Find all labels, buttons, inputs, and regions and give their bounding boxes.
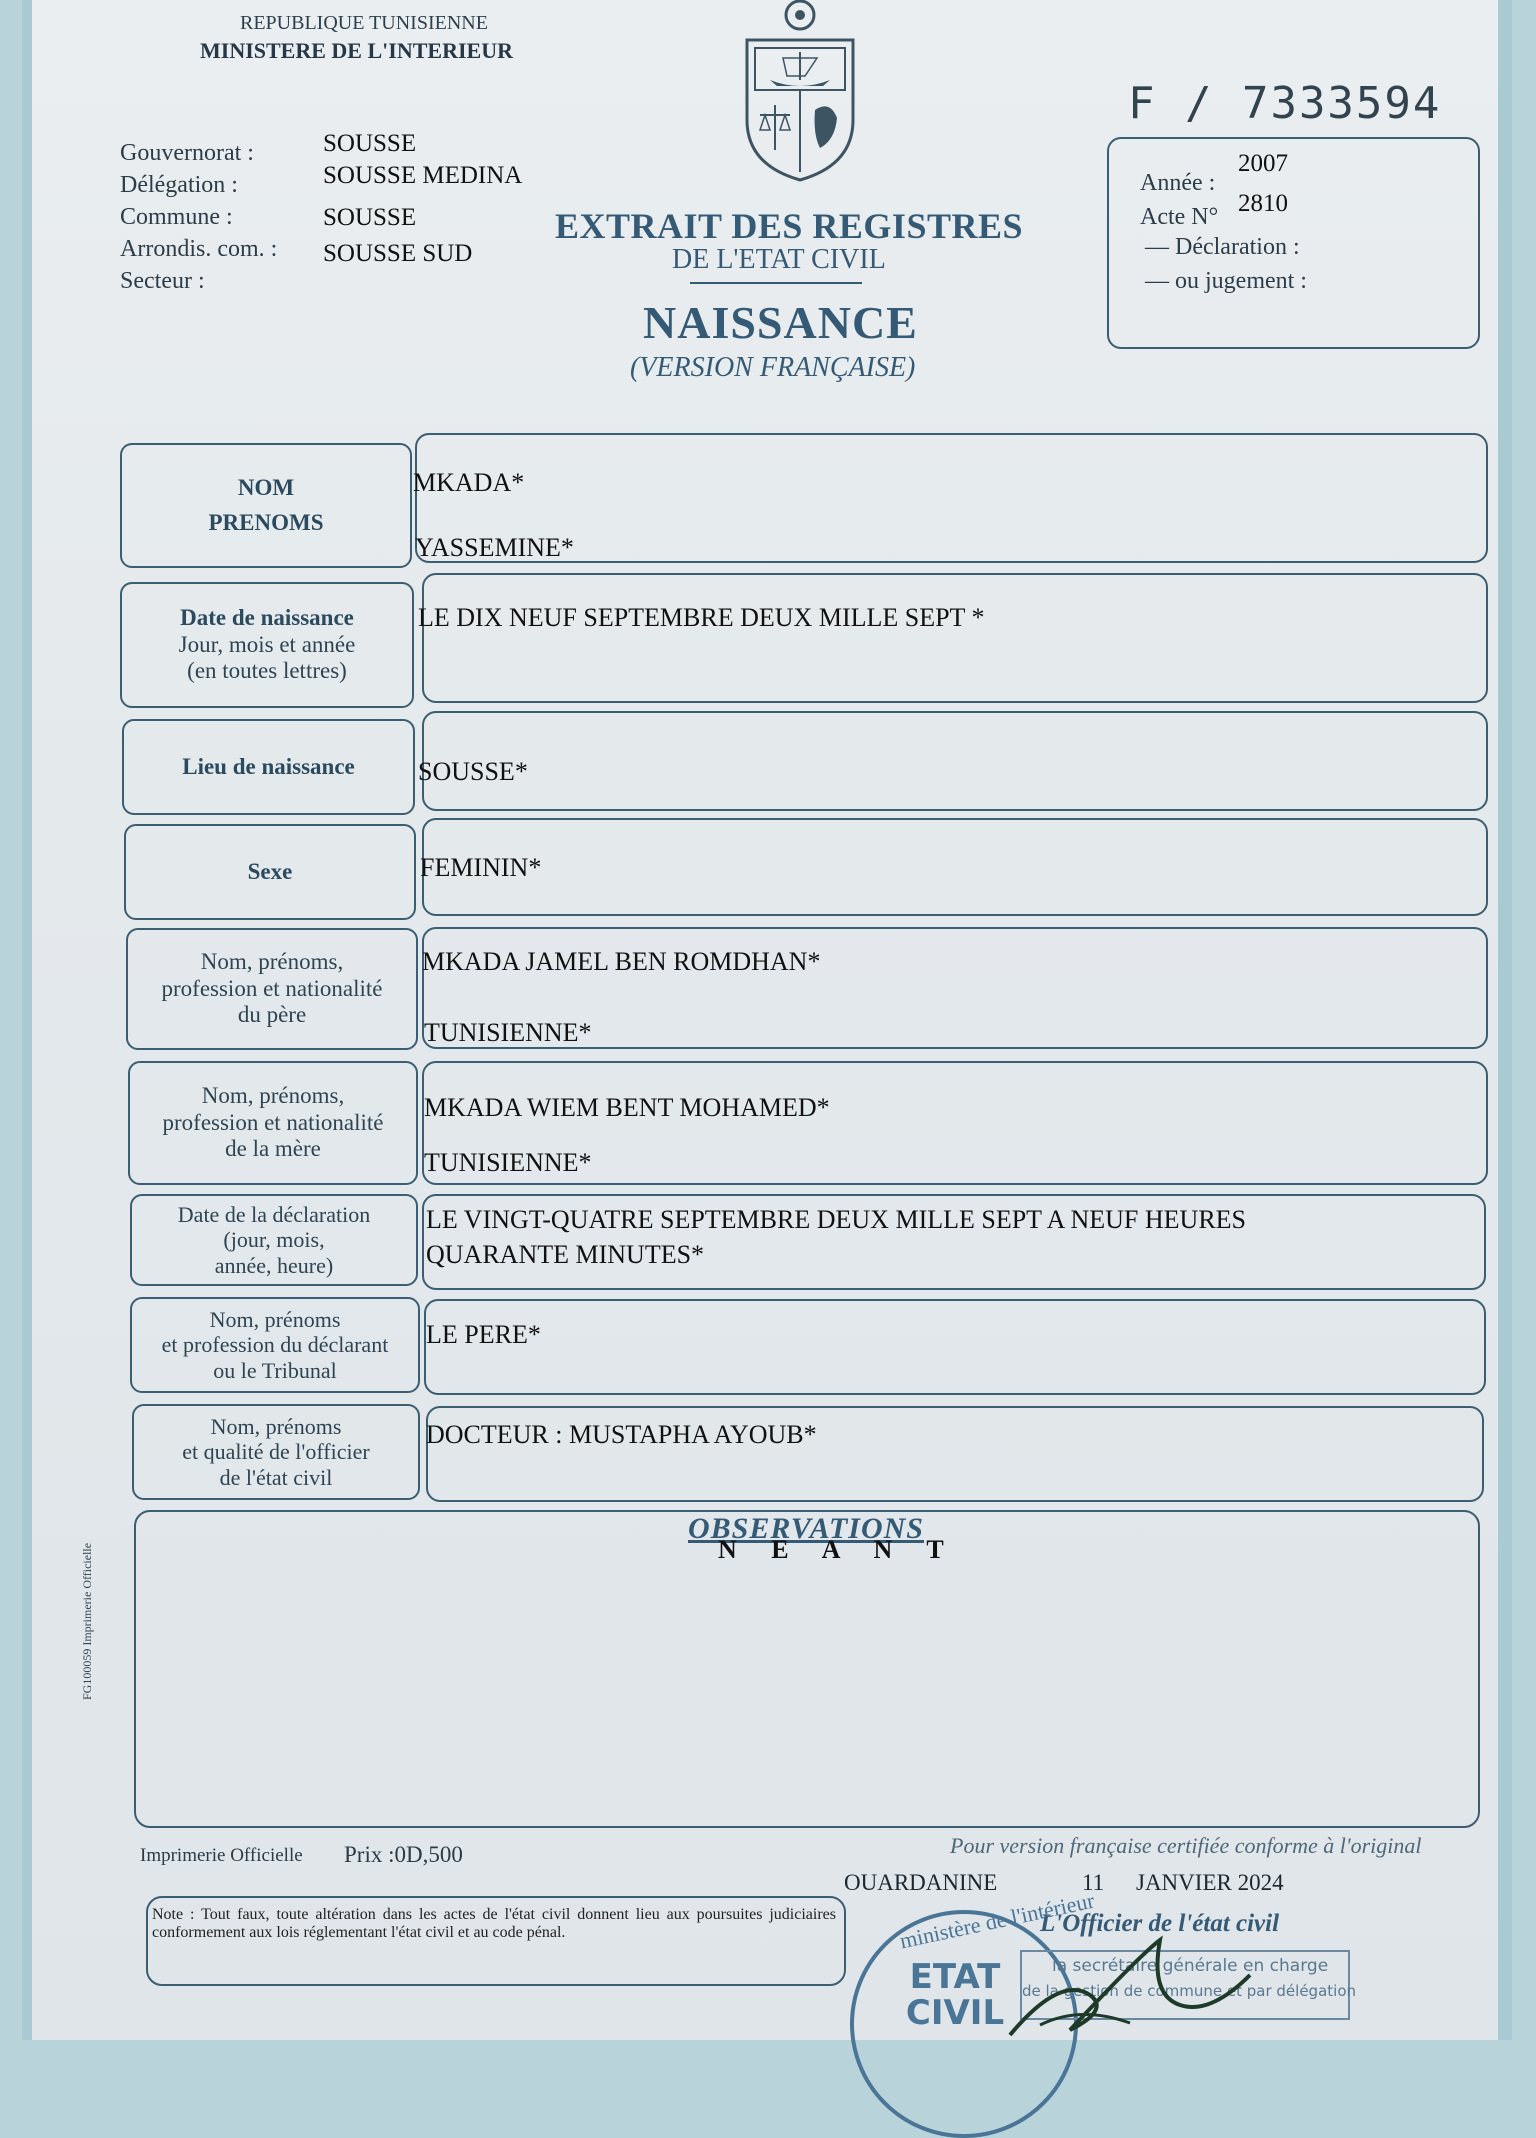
declarant-label [130,1297,420,1393]
gouvernorat-label: Gouvernorat : [120,140,254,166]
officier-label-2: et qualité de l'officier [182,1439,370,1465]
republic-label: REPUBLIQUE TUNISIENNE [240,12,488,34]
mere-label-1: Nom, prénoms, [201,1083,345,1109]
price-label: Prix :0D,500 [344,1842,463,1867]
document-type: NAISSANCE [643,297,918,348]
mere-label [128,1061,418,1185]
printer-label: Imprimerie Officielle [140,1845,303,1866]
annee-label: Année : [1140,170,1216,196]
observations-value: N E A N T [718,1535,958,1564]
nom-label: NOM [237,475,295,501]
day-label: 11 [1082,1870,1105,1895]
nom-prenoms-label [120,443,412,568]
title-divider [690,282,862,284]
gouvernorat-value: SOUSSE [323,130,417,157]
date-naissance-value: LE DIX NEUF SEPTEMBRE DEUX MILLE SEPT * [418,603,985,632]
sexe-value-box [422,818,1488,916]
lieu-naissance-label: Lieu de naissance [122,719,415,815]
arrondis-value: SOUSSE SUD [323,240,473,267]
officier-label [132,1404,420,1500]
commune-value: SOUSSE [323,204,417,231]
delegation-value: SOUSSE MEDINA [323,162,523,189]
declaration-value-line2: QUARANTE MINUTES* [426,1240,705,1269]
pere-nationality-value: TUNISIENNE* [424,1018,592,1047]
mere-label-3: de la mère [225,1136,321,1162]
sexe-value: FEMININ* [420,853,542,882]
mere-name-value: MKADA WIEM BENT MOHAMED* [424,1093,830,1122]
ministry-label: MINISTERE DE L'INTERIEUR [200,38,513,63]
certification-text: Pour version française certifiée conforme à l'original [950,1833,1422,1858]
acte-value: 2810 [1238,190,1288,217]
sexe-label: Sexe [124,824,416,920]
pere-label [126,928,418,1050]
declarant-label-3: ou le Tribunal [213,1357,337,1383]
version-label: (VERSION FRANÇAISE) [630,352,916,383]
declarant-label-2: et profession du déclarant [161,1332,389,1358]
date-naissance-value-box [422,573,1488,703]
observations-title: OBSERVATIONS [688,1512,924,1545]
annee-value: 2007 [1238,150,1288,177]
date-naissance-label-1: Date de naissance [180,605,354,631]
mere-nationality-value: TUNISIENNE* [424,1148,592,1177]
serial-number: F / 7333594 [1128,78,1442,129]
date-naissance-label-3: (en toutes lettres) [187,658,347,684]
delegation-label: Délégation : [120,172,238,198]
arrondis-label: Arrondis. com. : [120,236,278,262]
declarant-label-1: Nom, prénoms [209,1307,341,1333]
officier-label-1: Nom, prénoms [210,1414,342,1440]
document-subtitle: DE L'ETAT CIVIL [672,244,886,275]
date-naissance-label-2: Jour, mois et année [178,631,356,657]
officer-title: L'Officier de l'état civil [1040,1910,1280,1937]
lieu-naissance-value: SOUSSE* [418,757,528,786]
coat-of-arms-icon [735,0,865,185]
declaration-label-1: Date de la déclaration [177,1202,371,1228]
lieu-value-box [422,711,1488,811]
delegation-stamp-line2: de la gestion de commune et par délégation [1022,1982,1357,2000]
date-label: JANVIER 2024 [1136,1870,1284,1895]
secteur-label: Secteur : [120,268,205,294]
pere-label-3: du père [237,1002,307,1028]
officier-value: DOCTEUR : MUSTAPHA AYOUB* [426,1420,817,1449]
declaration-label-3: année, heure) [214,1252,334,1278]
signature-icon [1000,1935,1260,2040]
pere-label-2: profession et nationalité [161,975,383,1001]
nom-value-box [415,433,1488,563]
mere-label-2: profession et nationalité [162,1109,384,1135]
declaration-date-label [130,1194,418,1286]
nom-value: MKADA* [413,468,525,497]
officier-label-3: de l'état civil [219,1464,333,1490]
declarant-value: LE PERE* [426,1320,541,1349]
legal-note: Note : Tout faux, toute altération dans les actes de l'état civil donnent lieu aux poursuites judiciaires conformement aux lois réglementant l'état civil et au code pénal. [152,1906,836,1942]
prenoms-label: PRENOMS [208,509,324,535]
stamp-text: ETAT CIVIL [905,1957,1005,2033]
acte-label: Acte N° [1140,204,1219,230]
commune-label: Commune : [120,204,233,230]
pere-name-value: MKADA JAMEL BEN ROMDHAN* [422,947,821,976]
stamp-ring-text: ministère de l'intérieur [897,1887,1097,1954]
document-title: EXTRAIT DES REGISTRES [555,206,1024,246]
declaration-label-2: (jour, mois, [223,1227,325,1253]
jugement-label: — ou jugement : [1145,268,1307,294]
side-print-code: FG100059 Imprimerie Officielle [80,1542,94,1700]
delegation-stamp-line1: la secrétaire générale en charge [1052,1956,1329,1976]
declarant-value-box [424,1299,1486,1395]
prenoms-value: YASSEMINE* [415,533,574,562]
pere-label-1: Nom, prénoms, [200,949,344,975]
declaration-label: — Déclaration : [1145,234,1300,260]
date-naissance-label [120,582,414,708]
place-label: OUARDANINE [844,1870,998,1895]
declaration-value-line1: LE VINGT-QUATRE SEPTEMBRE DEUX MILLE SEPT A NEUF HEURES [426,1205,1247,1234]
